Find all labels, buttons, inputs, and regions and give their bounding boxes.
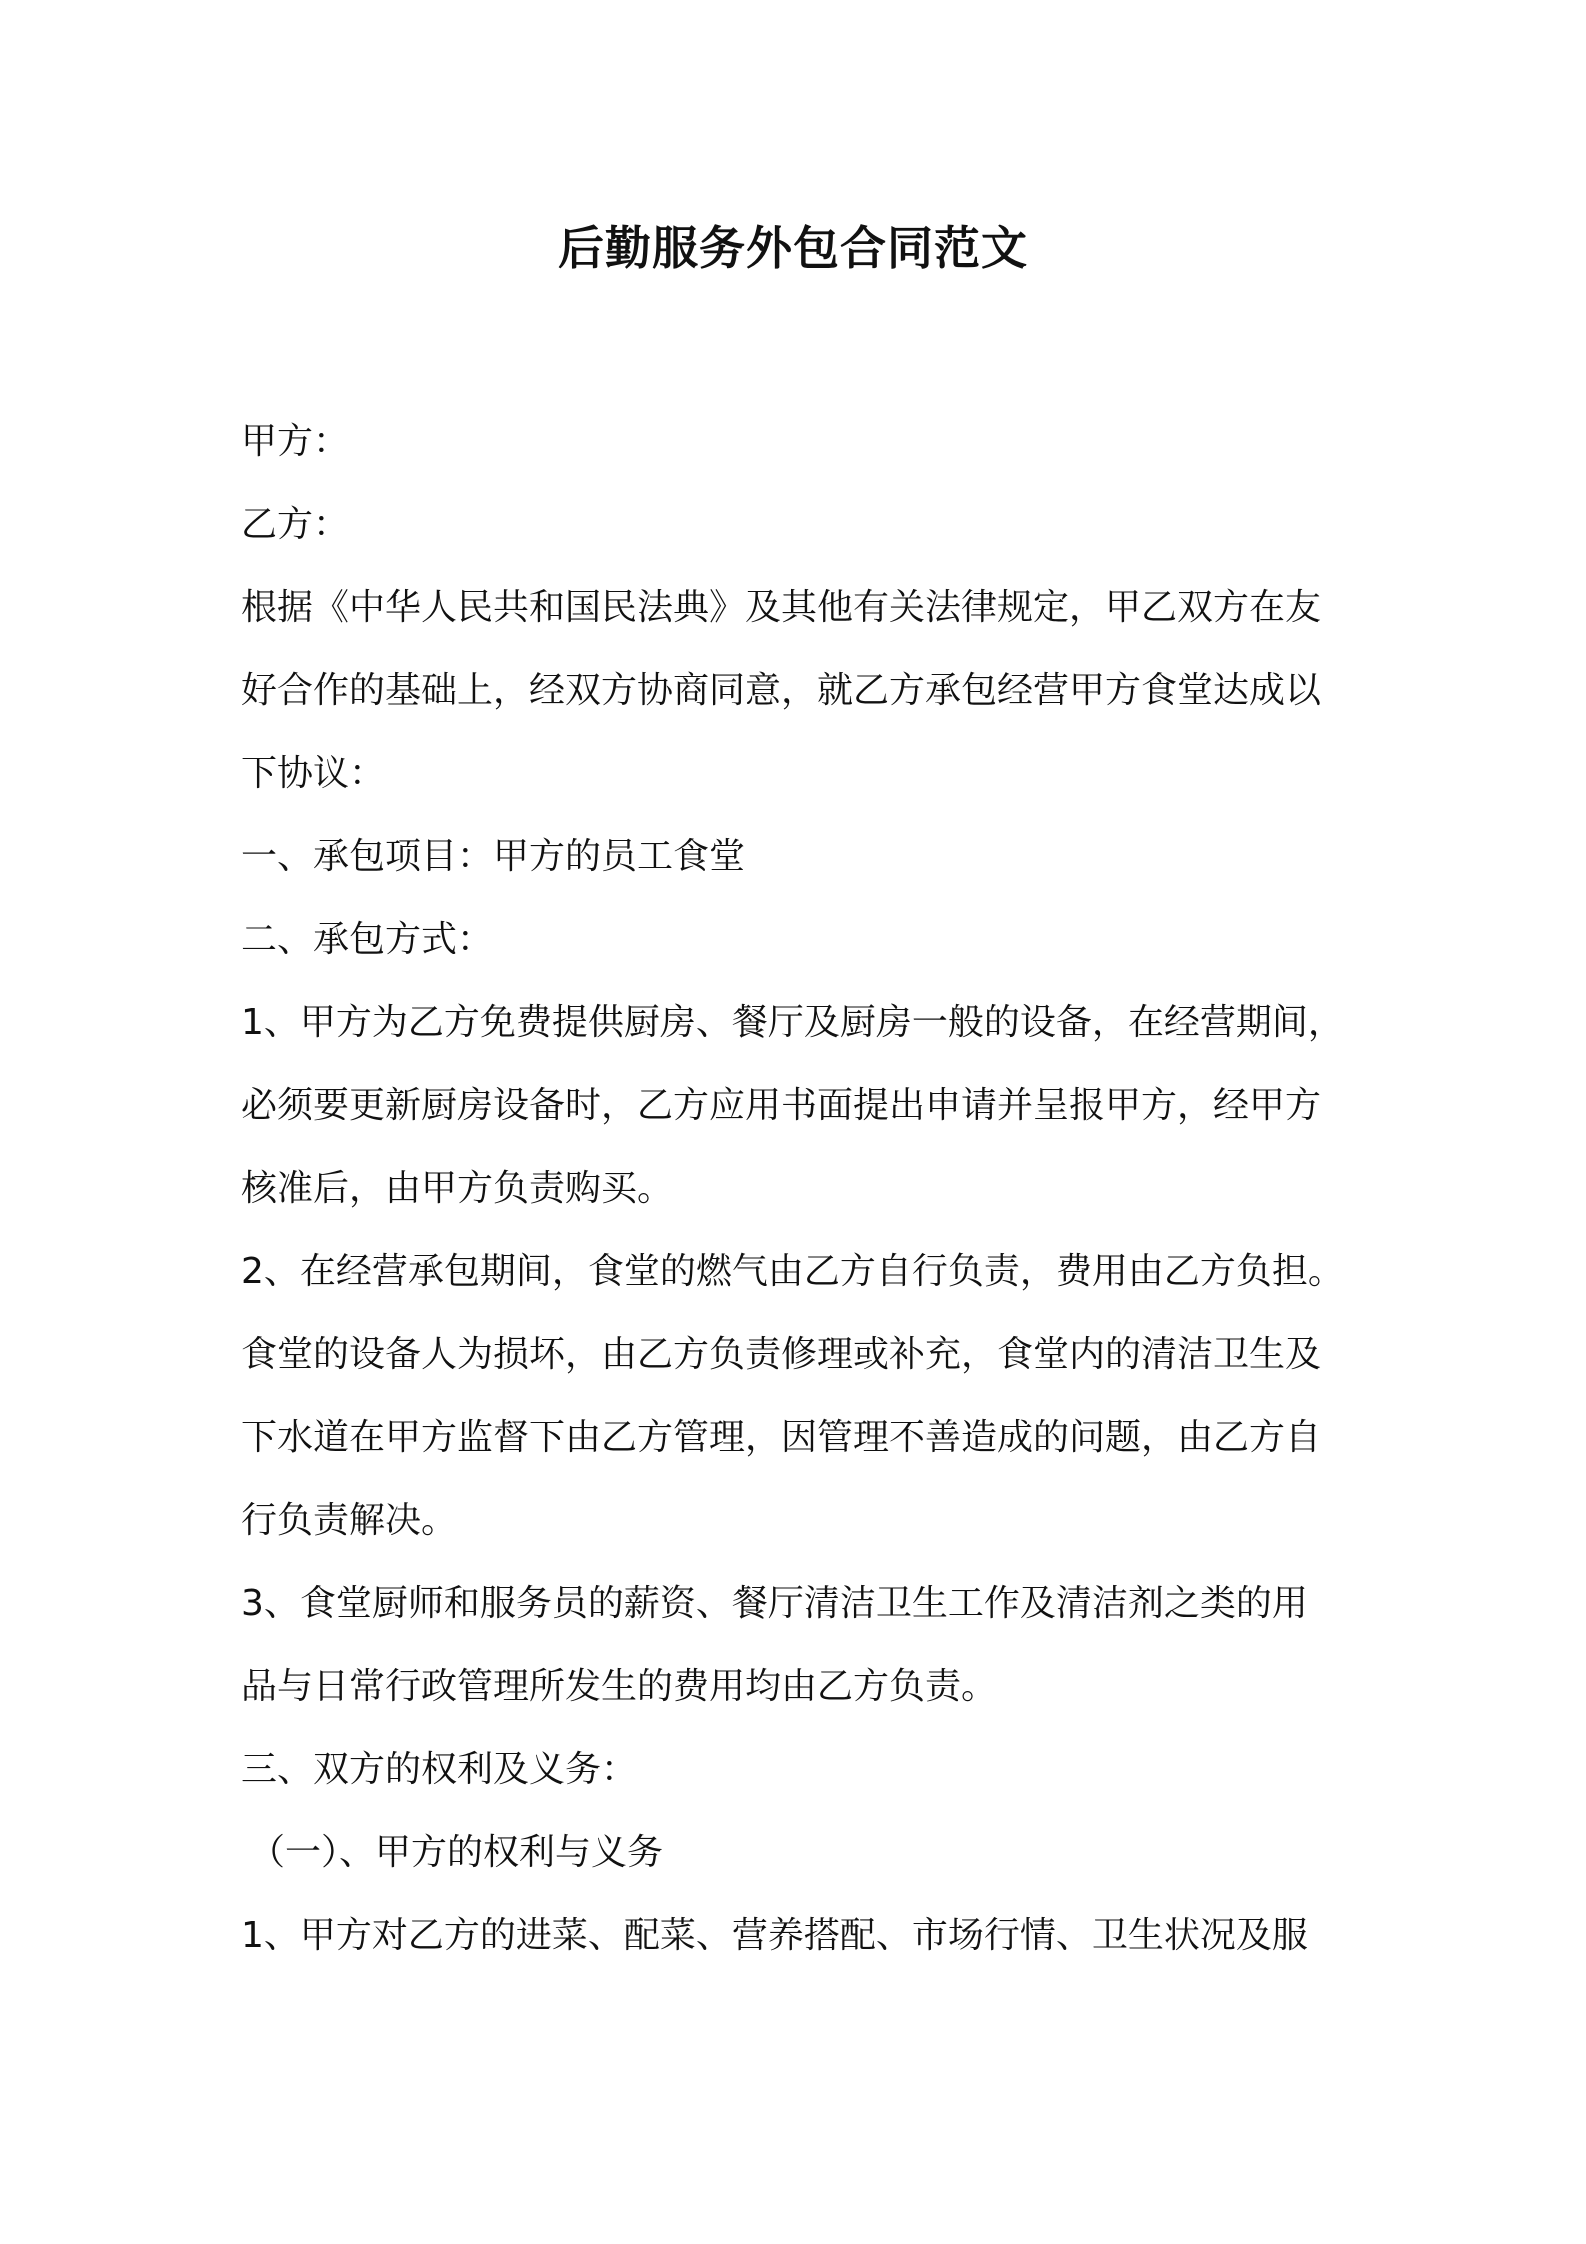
clause-line: 3、食堂厨师和服务员的薪资、餐厅清洁卫生工作及清洁剂之类的用 [241, 1583, 1308, 1624]
preamble-line: 下协议： [241, 753, 386, 794]
preamble-line: 好合作的基础上，经双方协商同意，就乙方承包经营甲方食堂达成以 [241, 670, 1322, 711]
clause-line: 品与日常行政管理所发生的费用均由乙方负责。 [241, 1666, 998, 1707]
clause-line: 核准后，由甲方负责购买。 [241, 1168, 674, 1209]
clause-line: 行负责解决。 [241, 1500, 458, 1541]
clause-line: 必须要更新厨房设备时，乙方应用书面提出申请并呈报甲方，经甲方 [241, 1085, 1322, 1126]
section-heading: 二、承包方式： [241, 919, 494, 960]
party-b-line: 乙方： [241, 504, 350, 545]
clause-line: 下水道在甲方监督下由乙方管理，因管理不善造成的问题，由乙方自 [241, 1417, 1322, 1458]
clause-line: 食堂的设备人为损坏，由乙方负责修理或补充，食堂内的清洁卫生及 [241, 1334, 1322, 1375]
section-heading: 一、承包项目：甲方的员工食堂 [241, 836, 746, 877]
section-heading: 三、双方的权利及义务： [241, 1749, 638, 1790]
party-a-line: 甲方： [241, 421, 350, 462]
document-body [241, 400, 1381, 1977]
document-title: 后勤服务外包合同范文 [558, 221, 1028, 275]
clause-line: 1、甲方对乙方的进菜、配菜、营养搭配、市场行情、卫生状况及服 [241, 1915, 1308, 1956]
preamble-line: 根据《中华人民共和国民法典》及其他有关法律规定，甲乙双方在友 [241, 587, 1322, 628]
subsection-heading: （一）、甲方的权利与义务 [249, 1832, 664, 1873]
clause-line: 1、甲方为乙方免费提供厨房、餐厅及厨房一般的设备，在经营期间， [241, 1002, 1344, 1043]
clause-line: 2、在经营承包期间，食堂的燃气由乙方自行负责，费用由乙方负担。 [241, 1251, 1344, 1292]
